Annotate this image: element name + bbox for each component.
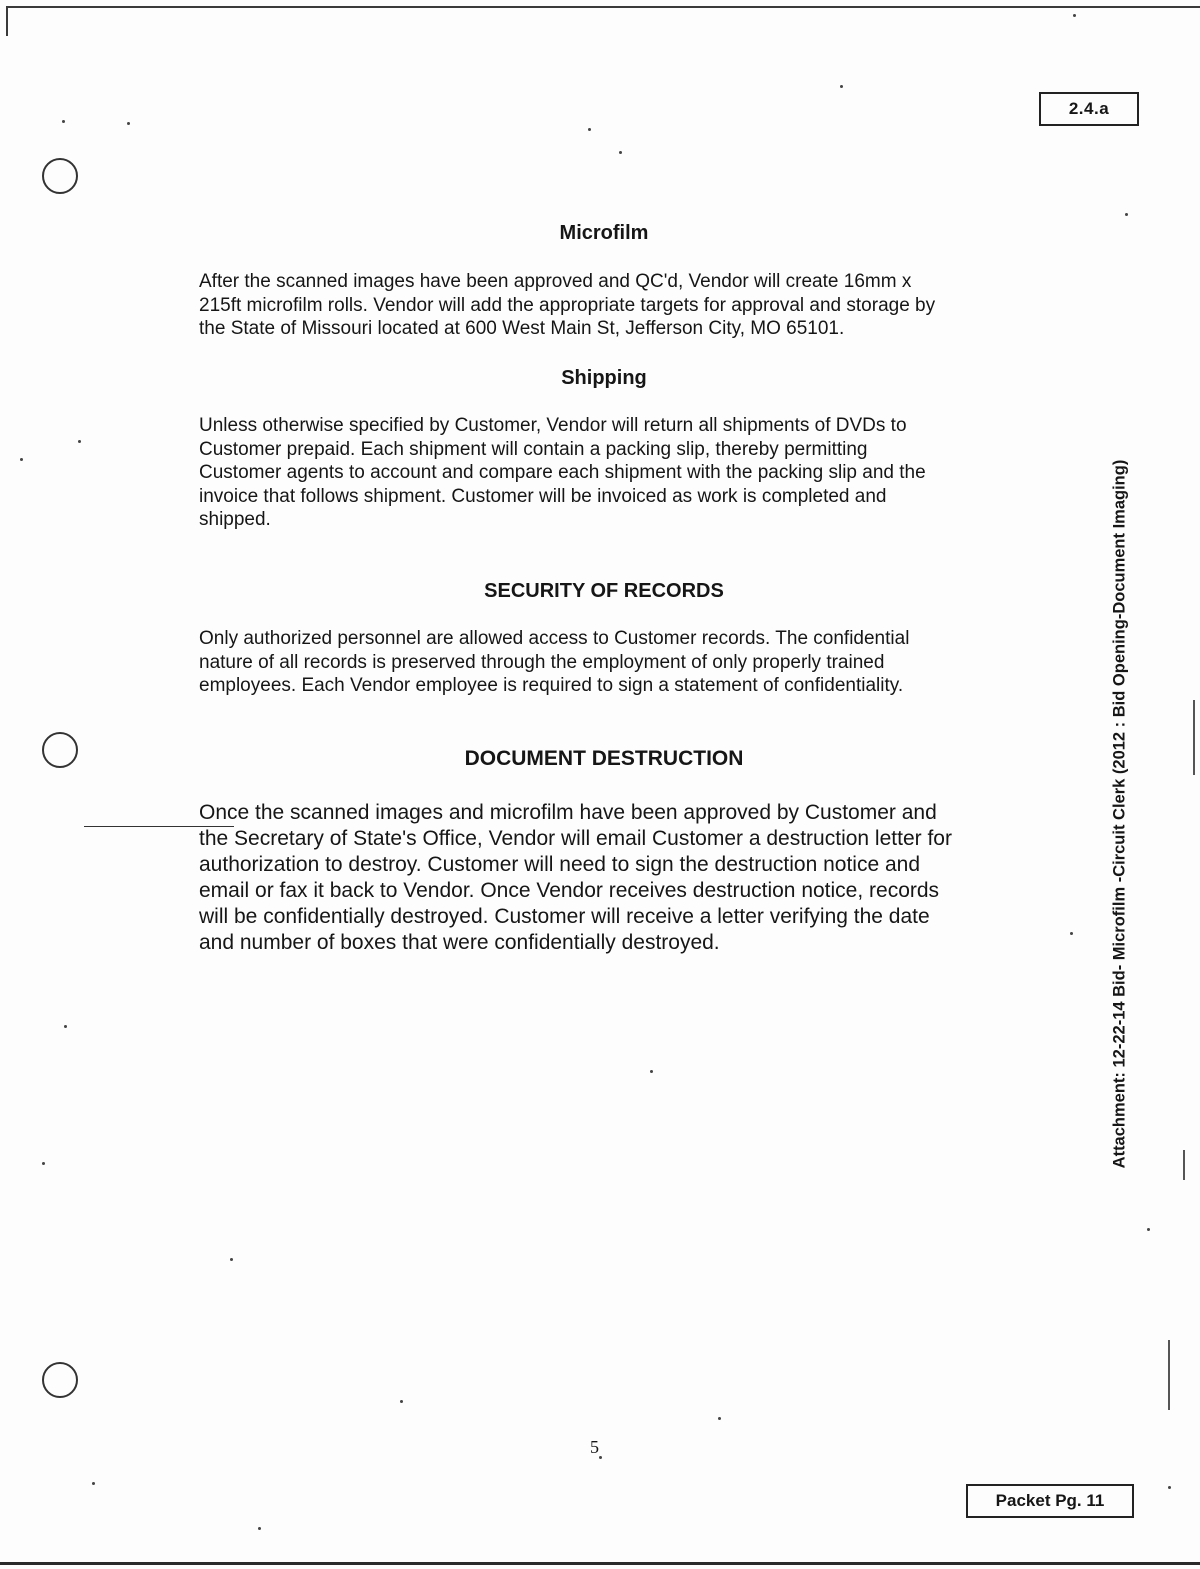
- scan-speck: [64, 1025, 67, 1028]
- attachment-label: Attachment: 12-22-14 Bid- Microfilm -Circuit Clerk (2012 : Bid Opening-Document Imaging): [1110, 459, 1129, 1169]
- scan-speck: [127, 122, 130, 125]
- packet-page-box: [966, 1484, 1134, 1518]
- scan-speck: [1125, 213, 1128, 216]
- agenda-item-tag-label: 2.4.a: [1068, 99, 1110, 118]
- scan-speck: [92, 1482, 95, 1485]
- scan-speck: [619, 151, 622, 154]
- destruction-heading: DOCUMENT DESTRUCTION: [464, 747, 744, 770]
- bottom-border-line: [0, 1562, 1200, 1565]
- right-edge-mark: [1168, 1340, 1170, 1410]
- scan-speck: [718, 1417, 721, 1420]
- scan-speck: [840, 85, 843, 88]
- scan-speck: [599, 1456, 602, 1459]
- scan-speck: [78, 440, 81, 443]
- agenda-item-tag: [1039, 92, 1139, 126]
- destruction-paragraph: Once the scanned images and microfilm have been approved by Customer and the Secretary of State's Office, Vendor will email Customer a destruction letter for authorization to destroy. Customer will need to sign the destruction notice and email or fax it back to Vendor. Once Vendor receives destruction notice, records will be confidentially destroyed. Customer will receive a letter verifying the date and number of boxes that were confidentially destroyed.: [199, 801, 952, 954]
- right-edge-mark: [1193, 700, 1195, 775]
- scan-speck: [400, 1400, 403, 1403]
- binder-hole-icon: [42, 1362, 78, 1398]
- scan-speck: [1073, 14, 1076, 17]
- hand-drawn-line: [84, 826, 234, 827]
- scan-speck: [588, 128, 591, 131]
- scan-speck: [42, 1162, 45, 1165]
- microfilm-paragraph: After the scanned images have been approved and QC'd, Vendor will create 16mm x 215ft microfilm rolls. Vendor will add the appropriate targets for approval and storage by the State of Missouri located at 600 West Main St, Jefferson City, MO 65101.: [199, 271, 936, 339]
- binder-hole-icon: [42, 158, 78, 194]
- scan-speck: [20, 458, 23, 461]
- shipping-paragraph: Unless otherwise specified by Customer, Vendor will return all shipments of DVDs to Customer prepaid. Each shipment will contain a packing slip, thereby permitting Customer agents to account and compare each shipment with the packing slip and the invoice that follows shipment. Customer will be invoiced as work is completed and shipped.: [199, 415, 926, 530]
- left-edge-mark: [6, 6, 8, 36]
- scan-speck: [1070, 932, 1073, 935]
- security-paragraph: Only authorized personnel are allowed access to Customer records. The confidential nature of all records is preserved through the employment of only properly trained employees. Each Vendor employee is required to sign a statement of confidentiality.: [199, 628, 910, 696]
- binder-hole-icon: [42, 732, 78, 768]
- scan-speck: [1147, 1228, 1150, 1231]
- packet-page-label: Packet Pg. 11: [995, 1491, 1105, 1510]
- microfilm-heading: Microfilm: [559, 222, 649, 244]
- security-heading: SECURITY OF RECORDS: [484, 580, 724, 602]
- page-number: 5: [590, 1437, 599, 1457]
- scan-speck: [62, 120, 65, 123]
- attachment-sidebar: [1105, 410, 1135, 1218]
- right-edge-mark: [1183, 1150, 1185, 1180]
- top-border-line: [6, 6, 1200, 8]
- scan-speck: [650, 1070, 653, 1073]
- shipping-heading: Shipping: [561, 367, 647, 389]
- scan-speck: [230, 1258, 233, 1261]
- scan-speck: [1168, 1486, 1171, 1489]
- scan-speck: [258, 1527, 261, 1530]
